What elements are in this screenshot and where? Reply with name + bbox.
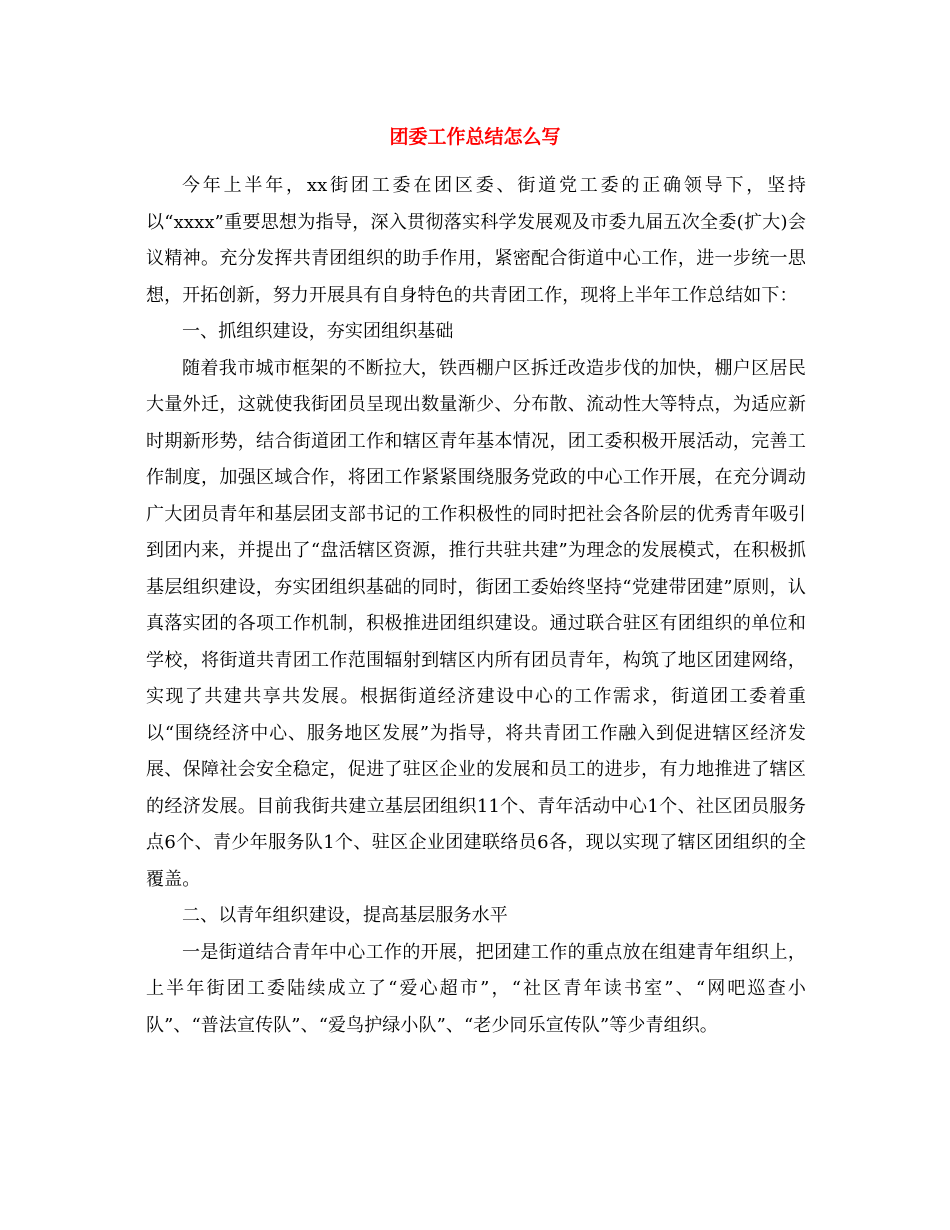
- paragraph-intro: 今年上半年，xx街团工委在团区委、街道党工委的正确领导下，坚持以“xxxx”重要思想为指导，深入贯彻落实科学发展观及市委九届五次全委(扩大)会议精神。充分发挥共青团组织的助手作用，紧密配合街道中心工作，进一步统一思想，开拓创新，努力开展具有自身特色的共青团工作，现将上半年工作总结如下：: [146, 175, 806, 306]
- paragraph-section-2: 一是街道结合青年中心工作的开展，把团建工作的重点放在组建青年组织上，上半年街团工委陆续成立了“爱心超市”，“社区青年读书室”、“网吧巡查小队”、“普法宣传队”、“爱鸟护绿小队”、“老少同乐宣传队”等少青组织。: [146, 941, 806, 1036]
- document-title: 团委工作总结怎么写: [389, 126, 561, 148]
- paragraph-section-1: 随着我市城市框架的不断拉大，铁西棚户区拆迁改造步伐的加快，棚户区居民大量外迁，这就使我街团员呈现出数量渐少、分布散、流动性大等特点，为适应新时期新形势，结合街道团工作和辖区青年基本情况，团工委积极开展活动，完善工作制度，加强区域合作，将团工作紧紧围绕服务党政的中心工作开展，在充分调动广大团员青年和基层团支部书记的工作积极性的同时把社会各阶层的优秀青年吸引到团内来，并提出了“盘活辖区资源，推行共驻共建”为理念的发展模式，在积极抓基层组织建设，夯实团组织基础的同时，街团工委始终坚持“党建带团建”原则，认真落实团的各项工作机制，积极推进团组织建设。通过联合驻区有团组织的单位和学校，将街道共青团工作范围辐射到辖区内所有团员青年，构筑了地区团建网络，实现了共建共享共发展。根据街道经济建设中心的工作需求，街道团工委着重以“围绕经济中心、服务地区发展”为指导，将共青团工作融入到促进辖区经济发展、保障社会安全稳定，促进了驻区企业的发展和员工的进步，有力地推进了辖区的经济发展。目前我街共建立基层团组织11个、青年活动中心1个、社区团员服务点6个、青少年服务队1个、驻区企业团建联络员6各，现以实现了辖区团组织的全覆盖。: [146, 357, 806, 890]
- document-body: [146, 168, 806, 1044]
- section-heading-2: 二、以青年组织建设，提高基层服务水平: [182, 905, 508, 926]
- section-heading-1: 一、抓组织建设，夯实团组织基础: [182, 321, 454, 342]
